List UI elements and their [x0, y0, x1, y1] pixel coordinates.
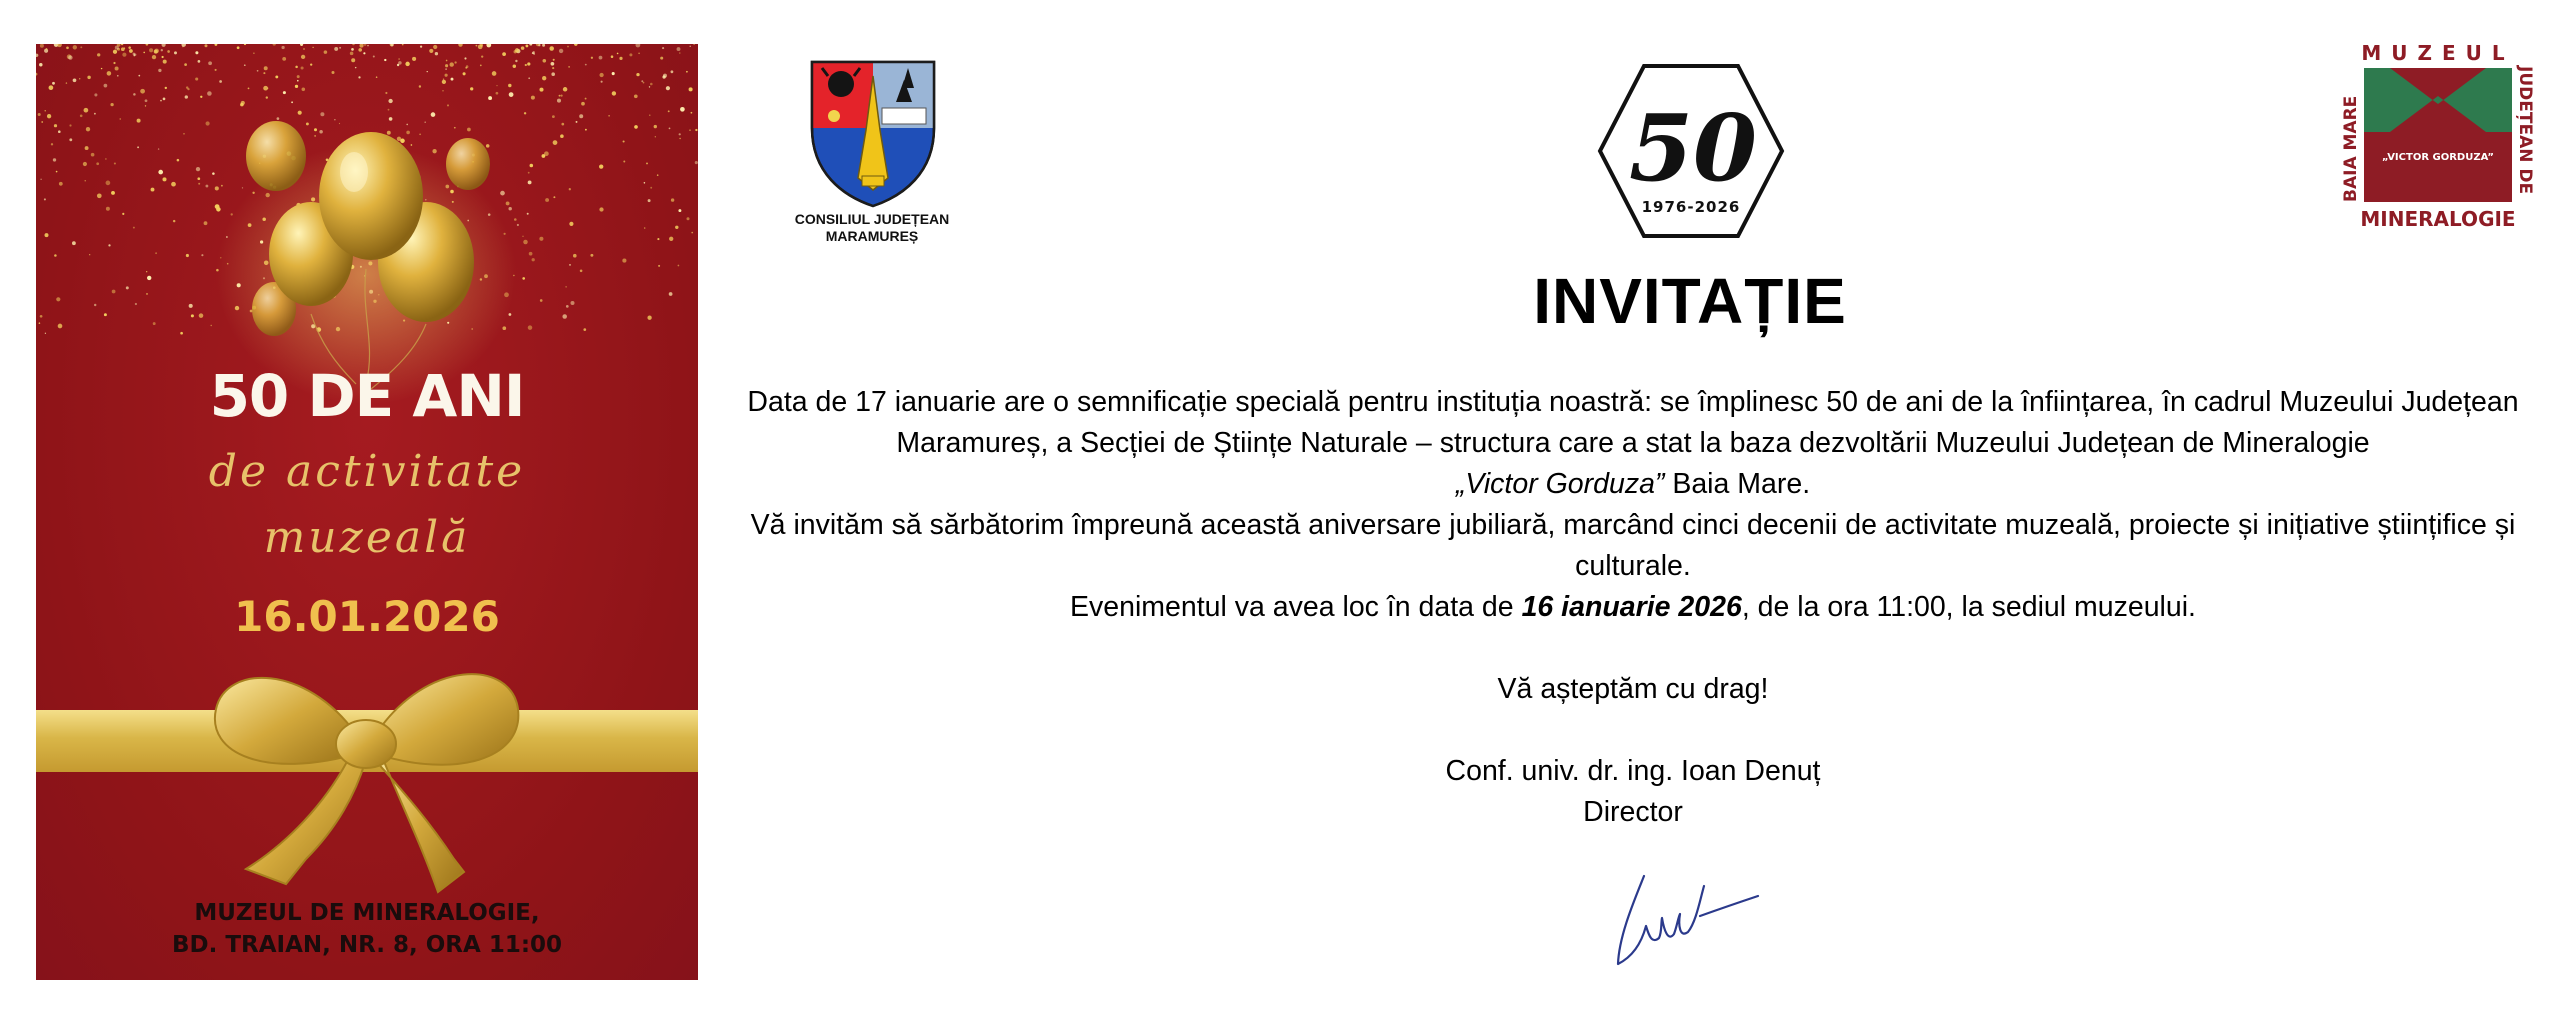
signer-role: Director [1583, 796, 1683, 828]
mineralogy-museum-logo [2340, 40, 2536, 236]
anniversary-years: 1976-2026 [1641, 198, 1741, 216]
invitation-title: INVITAȚIE [1533, 265, 1847, 337]
signer-name: Conf. univ. dr. ing. Ioan Denuț [1445, 755, 1821, 787]
handwritten-signature [1604, 856, 1774, 976]
anniversary-poster [36, 44, 698, 980]
gold-bow-illustration [206, 654, 526, 904]
event-paragraph [728, 587, 2538, 628]
poster-date: 16.01.2026 [234, 592, 500, 641]
intro-text-end: Baia Mare. [1664, 468, 1811, 500]
poster-title: 50 DE ANI [209, 362, 525, 430]
intro-text: Data de 17 ianuarie are o semnificație specială pentru instituția noastră: se împlinesc 50 de ani de la înființarea, în cadrul Muzeului Județean Maramureș, a Secției de Științe Naturale – structura care a stat la baza dezvoltării Muzeului Județean de Mineralogie [747, 386, 2519, 459]
poster-address-line-1: MUZEUL DE MINERALOGIE, [194, 900, 540, 926]
county-coat-of-arms-logo [808, 58, 938, 208]
museum-logo-top-text: MUZEUL [2361, 41, 2515, 65]
county-council-label-line-1: CONSILIUL JUDEȚEAN [794, 211, 950, 227]
museum-logo-inner-text: „VICTOR GORDUZA” [2382, 152, 2494, 163]
greeting: Vă așteptăm cu drag! [1497, 673, 1769, 705]
museum-logo-right-text: JUDEȚEAN DE [2515, 66, 2535, 195]
invitation-body [728, 382, 2538, 833]
event-date-bold: 16 ianuarie 2026 [1521, 591, 1742, 623]
event-text-end: , de la ora 11:00, la sediul muzeului. [1741, 591, 2196, 623]
intro-paragraph [728, 382, 2538, 505]
poster-script-line-2: muzeală [263, 512, 471, 563]
poster-script-line-1: de activitate [208, 446, 526, 497]
invitation-paragraph: Vă invităm să sărbătorim împreună această aniversare jubiliară, marcând cinci decenii de activitate muzeală, proiecte și inițiative științifice și culturale. [750, 509, 2516, 582]
museum-logo-bottom-text: MINERALOGIE [2360, 207, 2516, 231]
county-council-label-line-2: MARAMUREȘ [825, 228, 919, 244]
fifty-years-anniversary-logo [1596, 62, 1786, 240]
event-text-start: Evenimentul va avea loc în data de [1070, 591, 1522, 623]
museum-logo-left-text: BAIA MARE [2341, 95, 2361, 202]
anniversary-number: 50 [1628, 94, 1758, 202]
museum-name-italic: „Victor Gorduza” [1455, 468, 1665, 500]
poster-address-line-2: BD. TRAIAN, NR. 8, ORA 11:00 [171, 932, 563, 958]
